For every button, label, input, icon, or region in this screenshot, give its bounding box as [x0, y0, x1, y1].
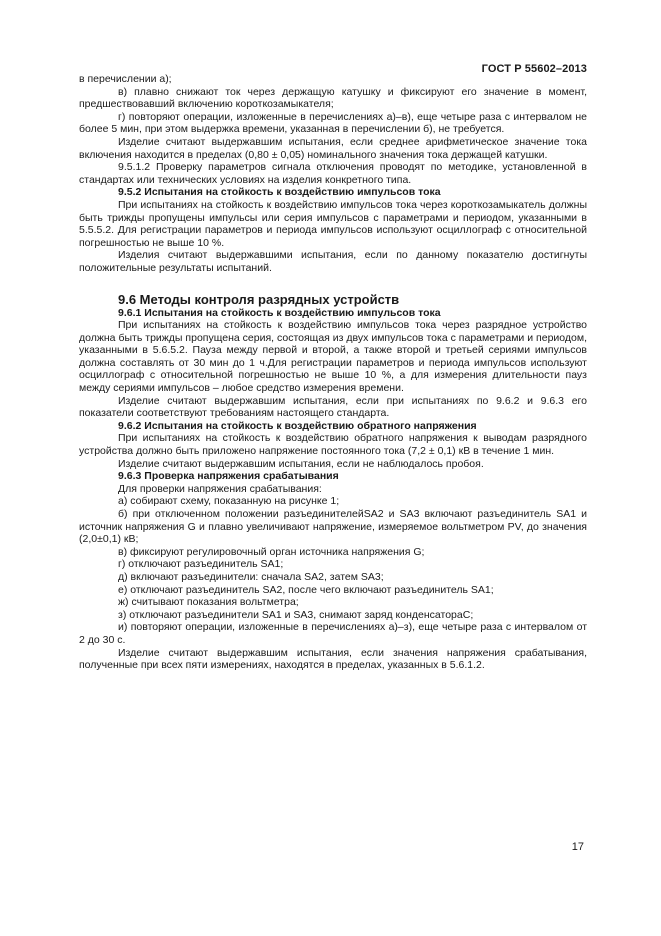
- paragraph: Для проверки напряжения срабатывания:: [118, 482, 322, 495]
- section-heading: 9.6 Методы контроля разрядных устройств: [118, 291, 400, 307]
- paragraph: г) отключают разъединитель SA1;: [118, 558, 284, 571]
- paragraph: б) при отключенном положении разъединителейSA2 и SA3 включают разъединитель SA1 и источник напряжения G и плавно увеличивают напряжение, измеряемое вольтметром PV, до значения (2,0±0,1) кВ;: [79, 508, 587, 546]
- paragraph: Изделие считают выдержавшим испытания, если при испытаниях по 9.6.2 и 9.6.3 его показатели соответствуют требованиям настоящего стандарта.: [79, 394, 587, 420]
- paragraph: в перечислении а);: [79, 73, 172, 85]
- standard-header: ГОСТ Р 55602–2013: [481, 63, 587, 75]
- subsection-heading: 9.6.3 Проверка напряжения срабатывания: [118, 470, 339, 483]
- paragraph: в) плавно снижают ток через держащую катушку и фиксируют его значение в момент, предшествовавший включению короткозамыкателя;: [79, 85, 587, 111]
- paragraph: а) собирают схему, показанную на рисунке 1;: [118, 495, 340, 508]
- paragraph: При испытаниях на стойкость к воздействию обратного напряжения к выводам разрядного устройства должно быть приложено напряжение постоянного тока (7,2 ± 0,1) кВ в течение 1 мин.: [79, 432, 587, 458]
- paragraph: Изделие считают выдержавшим испытания, если не наблюдалось пробоя.: [118, 457, 484, 470]
- paragraph: 9.5.1.2 Проверку параметров сигнала отключения проводят по методике, установленной в стандартах или технических условиях на изделия конкретного типа.: [79, 161, 587, 186]
- paragraph: При испытаниях на стойкость к воздействию импульсов тока через короткозамыкатель должны быть трижды пропущены импульсы или серия импульсов с параметрами и периодом, указанными в 5.5.5.2. Для регистрации параметров и периода импульсов используют осциллограф с относительной погрешностью не выше 10 %.: [79, 198, 587, 249]
- subsection-heading: 9.6.2 Испытания на стойкость к воздействию обратного напряжения: [118, 419, 477, 432]
- paragraph: Изделие считают выдержавшим испытания, если значения напряжения срабатывания, полученные при всех пяти измерениях, находятся в пределах, указанных в 5.6.1.2.: [79, 646, 587, 672]
- paragraph: з) отключают разъединители SA1 и SA3, снимают заряд конденсатораC;: [118, 608, 474, 621]
- paragraph: Изделия считают выдержавшими испытания, если по данному показателю достигнуты положительные результаты испытаний.: [79, 249, 587, 274]
- subsection-heading: 9.6.1 Испытания на стойкость к воздействию импульсов тока: [118, 306, 441, 319]
- paragraph: д) включают разъединители: сначала SA2, затем SA3;: [118, 570, 384, 583]
- document-body: [79, 73, 587, 672]
- paragraph: Изделие считают выдержавшим испытания, если среднее арифметическое значение тока включения находится в пределах (0,80 ± 0,05) номинального значения тока держащей катушки.: [79, 135, 587, 161]
- paragraph: ж) считывают показания вольтметра;: [118, 596, 299, 609]
- paragraph: г) повторяют операции, изложенные в перечислениях а)–в), еще четыре раза с интервалом не более 5 мин, при этом выдержка времени, указанная в перечислении б), не требуется.: [79, 110, 587, 136]
- page-number: 17: [571, 841, 584, 853]
- paragraph: е) отключают разъединитель SA2, после чего включают разъединитель SA1;: [118, 583, 494, 596]
- paragraph: При испытаниях на стойкость к воздействию импульсов тока через разрядное устройство должна быть трижды пропущена серия, состоящая из двух импульсов тока с параметрами и периодом, указанными в 5.6.5.2. Пауза между первой и второй, а также второй и третьей сериями импульсов должна составлять от 30 мин до 1 ч.Для регистрации параметров и периода импульсов используют осциллограф с относительной погрешностью не выше 10 %, а для измерения длительности пауз между сериями импульсов – любое средство измерения времени.: [79, 319, 587, 395]
- subsection-heading: 9.5.2 Испытания на стойкость к воздействию импульсов тока: [118, 186, 441, 199]
- paragraph: и) повторяют операции, изложенные в перечислениях а)–з), еще четыре раза с интервалом от 2 до 30 с.: [79, 621, 587, 646]
- paragraph: в) фиксируют регулировочный орган источника напряжения G;: [118, 545, 425, 558]
